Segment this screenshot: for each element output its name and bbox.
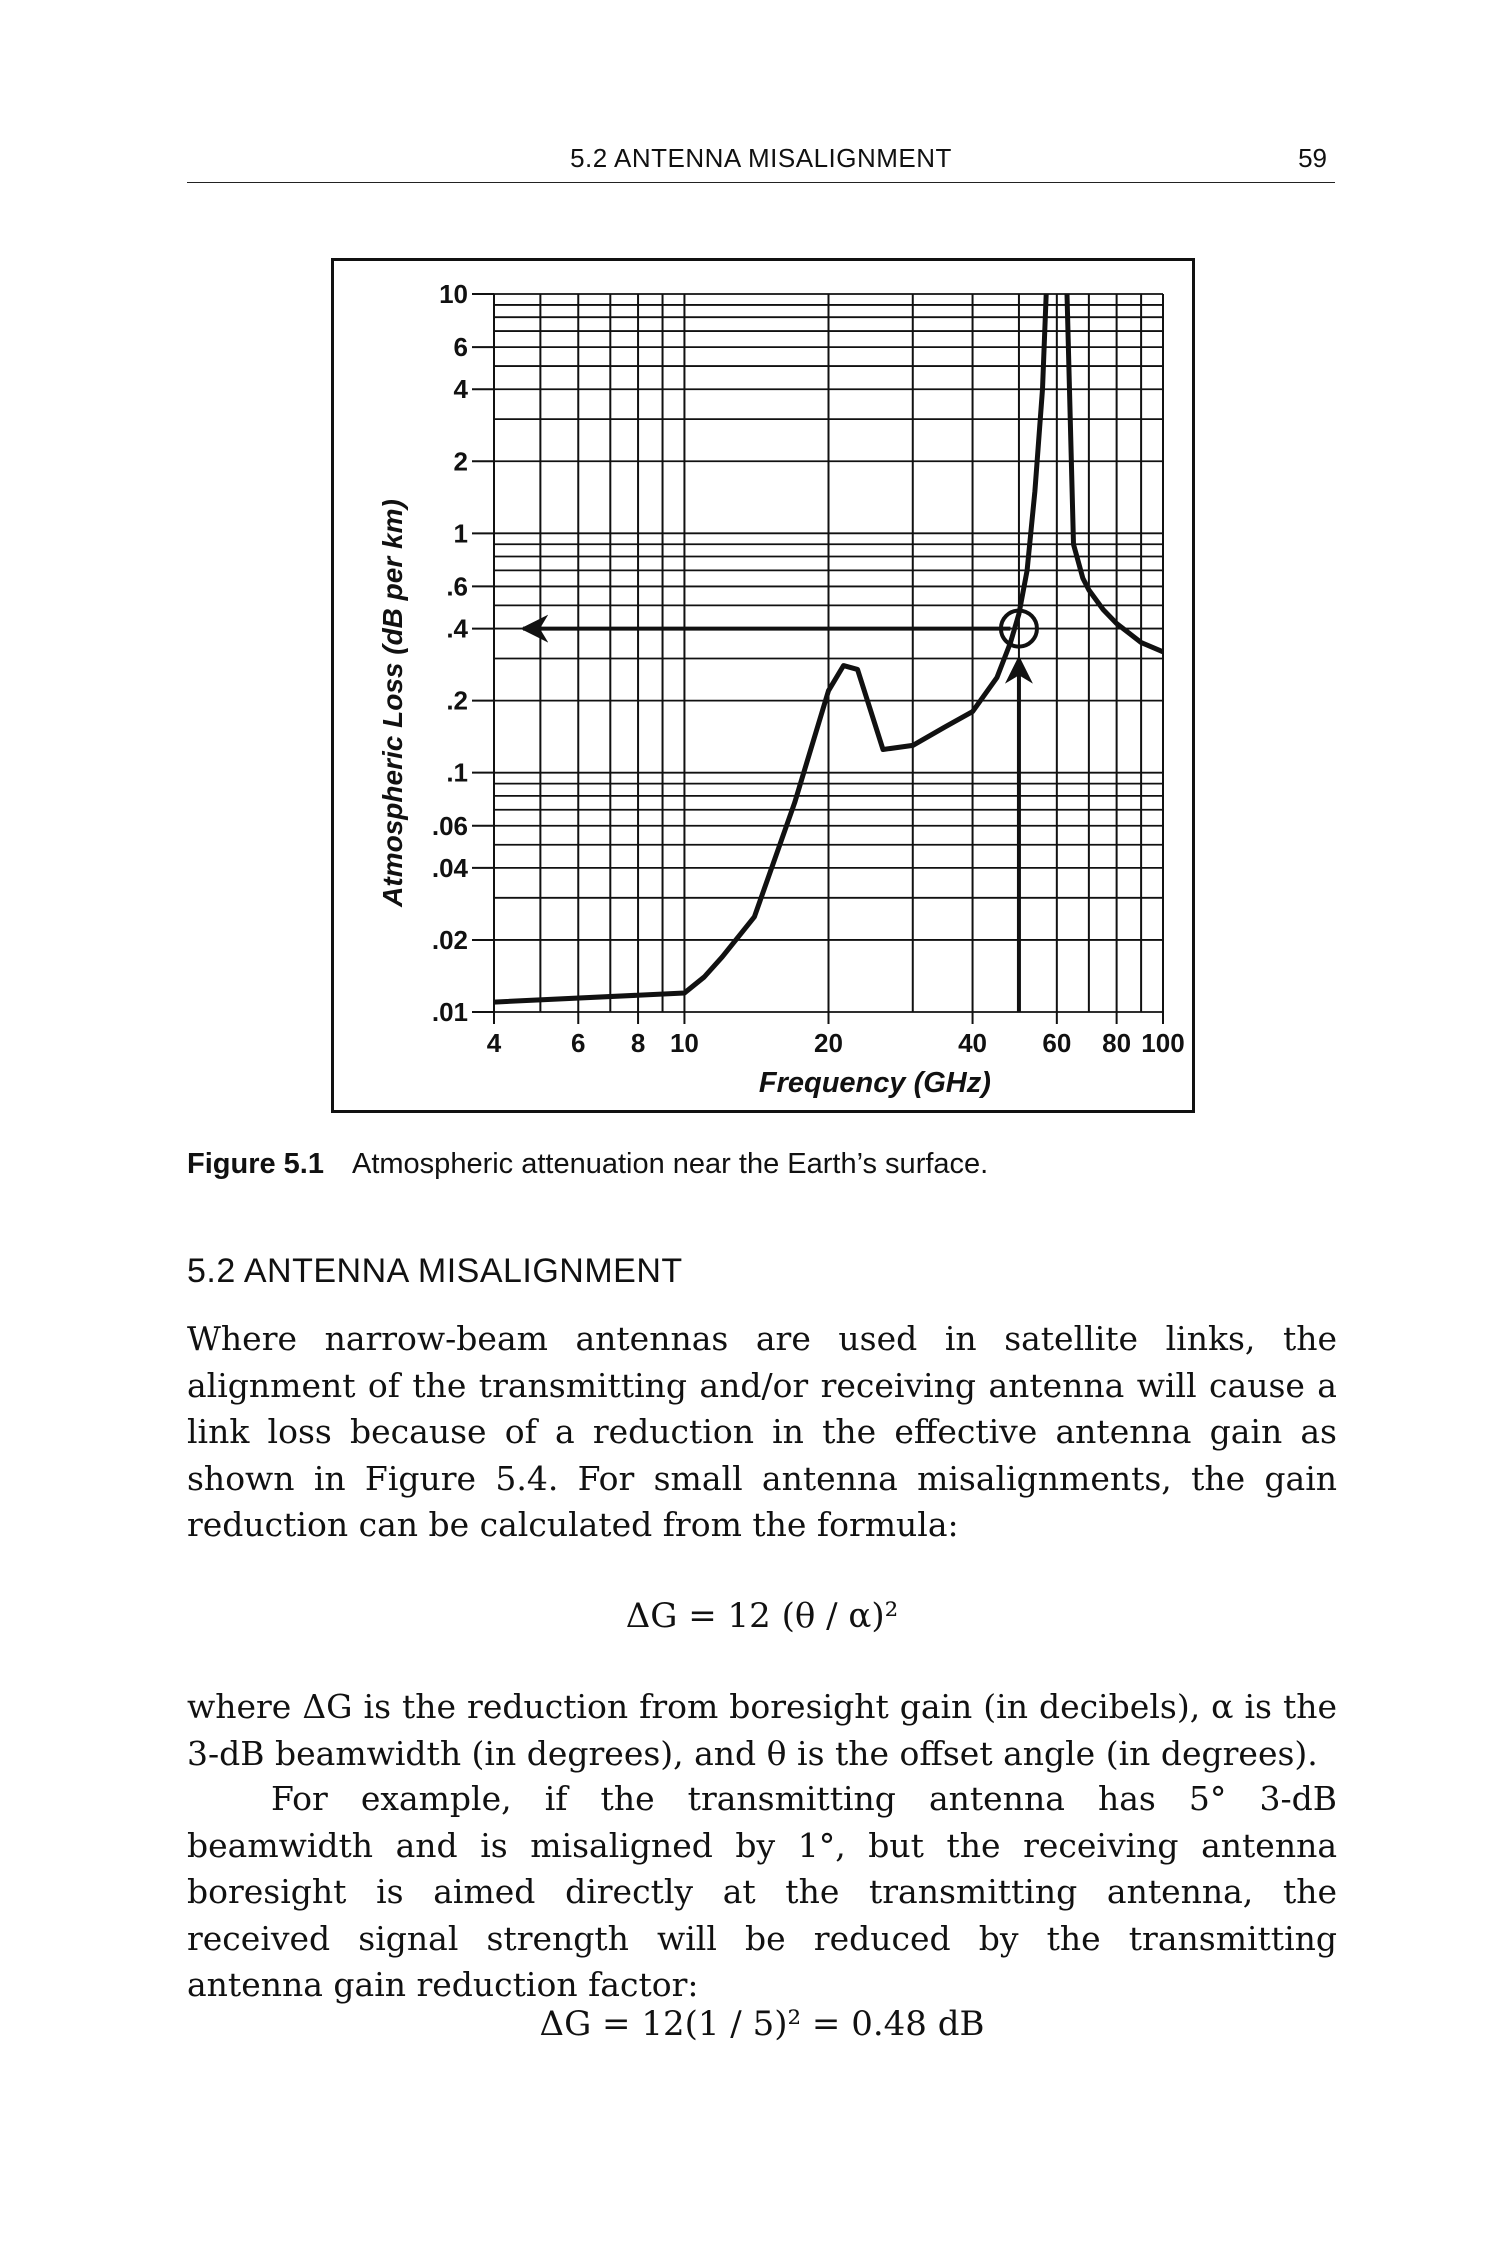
body-paragraph-1: Where narrow-beam antennas are used in satellite links, the alignment of the transmitting and/or receiving antenna will cause a link loss because of a reduction in the effective antenna gain as shown in Figure 5.4. For small antenna misalignments, the gain reduction can be calculated from the formula: xyxy=(187,1319,1337,1544)
figure-caption-text: Atmospheric attenuation near the Earth’s surface. xyxy=(352,1148,989,1180)
y-tick-label: .02 xyxy=(431,924,468,955)
x-axis-label: Frequency (GHz) xyxy=(758,1067,991,1099)
attenuation-chart xyxy=(334,261,1192,1110)
running-head xyxy=(187,140,1335,183)
y-tick-label: 6 xyxy=(453,332,468,363)
x-tick-label: 60 xyxy=(1042,1028,1072,1058)
x-tick-label: 80 xyxy=(1102,1028,1132,1058)
body-paragraph-3: For example, if the transmitting antenna has 5° 3-dB beamwidth and is misaligned by 1°, but the receiving antenna boresight is aimed directly at the transmitting antenna, the received signal strength will be reduced by the transmitting antenna gain reduction factor: xyxy=(187,1779,1337,2004)
x-tick-label: 40 xyxy=(958,1028,988,1058)
y-tick-label: 2 xyxy=(453,446,468,477)
y-tick-label: .1 xyxy=(446,757,468,788)
x-tick-label: 4 xyxy=(486,1028,502,1058)
x-tick-label: 8 xyxy=(630,1028,646,1058)
y-tick-label: .4 xyxy=(446,613,468,644)
running-head-title: 5.2 ANTENNA MISALIGNMENT xyxy=(570,143,952,173)
x-tick-label: 100 xyxy=(1141,1028,1185,1058)
x-tick-label: 10 xyxy=(669,1028,699,1058)
y-tick-label: .04 xyxy=(431,852,468,883)
body-paragraph-2: where ΔG is the reduction from boresight gain (in decibels), α is the 3-dB beamwidth (in degrees), and θ is the offset angle (in degrees). xyxy=(187,1687,1337,1773)
page-number: 59 xyxy=(1298,143,1327,173)
y-tick-label: 1 xyxy=(453,518,468,549)
x-tick-label: 20 xyxy=(814,1028,843,1058)
y-axis-label: Atmospheric Loss (dB per km) xyxy=(377,499,408,907)
figure-frame xyxy=(331,258,1195,1113)
y-tick-label: .06 xyxy=(431,810,468,841)
gain-reduction-formula: ΔG = 12 (θ / α)² xyxy=(625,1596,899,1636)
y-tick-label: 4 xyxy=(453,374,468,405)
x-tick-label: 6 xyxy=(571,1028,586,1058)
chart-grid xyxy=(494,294,1163,1012)
y-tick-label: .01 xyxy=(431,997,468,1027)
annotation-layer xyxy=(523,611,1037,1012)
section-heading: 5.2 ANTENNA MISALIGNMENT xyxy=(187,1252,683,1290)
y-tick-label: 10 xyxy=(439,279,468,309)
y-tick-label: .6 xyxy=(446,571,468,602)
series-line-1 xyxy=(494,294,1046,1002)
y-tick-label: .2 xyxy=(446,685,468,716)
figure-label: Figure 5.1 xyxy=(187,1148,324,1180)
example-calculation: ΔG = 12(1 / 5)² = 0.48 dB xyxy=(539,2004,985,2044)
x-axis-ticks xyxy=(487,1012,1185,1058)
y-axis-ticks xyxy=(432,279,494,1027)
figure-caption xyxy=(187,1148,1337,1181)
